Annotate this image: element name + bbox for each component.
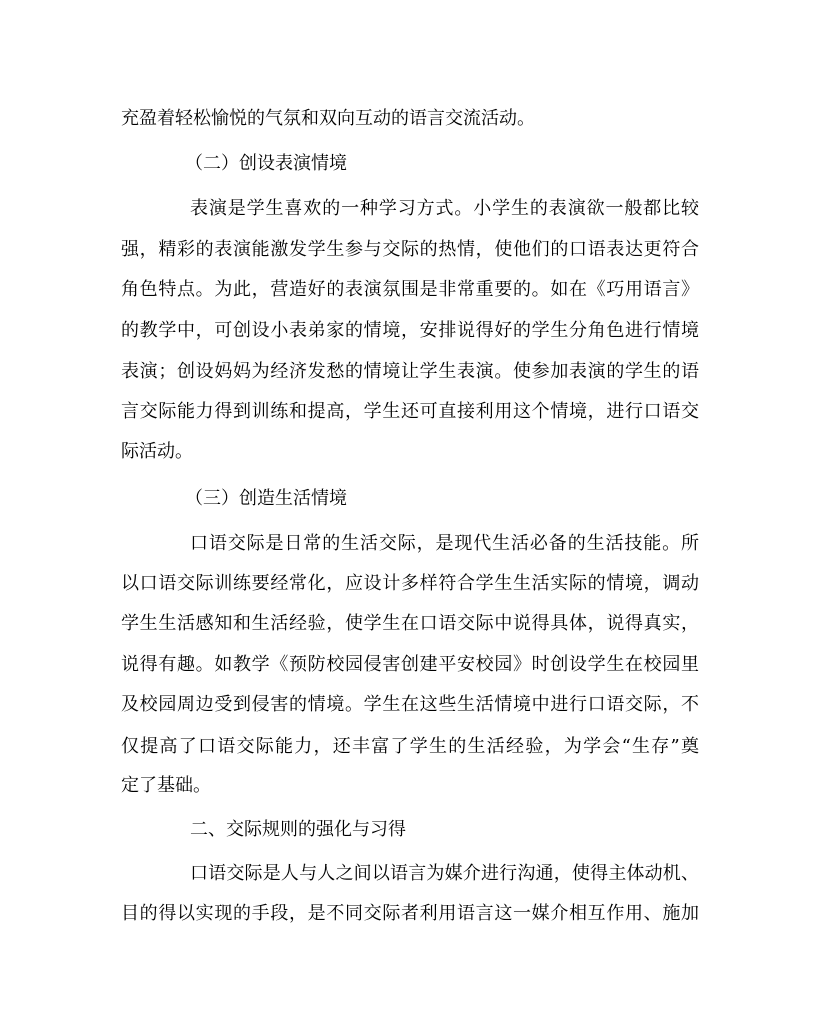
text-line: 表演；创设妈妈为经济发愁的情境让学生表演。使参加表演的学生的语: [121, 361, 699, 382]
text-line: 际活动。: [121, 441, 193, 462]
text-line: 学生生活感知和生活经验，使学生在口语交际中说得具体，说得真实，: [121, 613, 699, 634]
text-line: 角色特点。为此，营造好的表演氛围是非常重要的。如在《巧用语言》: [121, 279, 699, 300]
text-line: 口语交际是日常的生活交际，是现代生活必备的生活技能。所: [190, 533, 699, 554]
text-line: 口语交际是人与人之间以语言为媒介进行沟通，使得主体动机、: [190, 863, 699, 884]
section-heading: 二、交际规则的强化与习得: [190, 819, 406, 840]
text-line: 以口语交际训练要经常化，应设计多样符合学生生活实际的情境，调动: [121, 573, 699, 594]
text-line: 言交际能力得到训练和提高，学生还可直接利用这个情境，进行口语交: [121, 401, 699, 422]
text-line: 说得有趣。如教学《预防校园侵害创建平安校园》时创设学生在校园里: [121, 654, 699, 675]
text-line: 充盈着轻松愉悦的气氛和双向互动的语言交流活动。: [121, 108, 535, 129]
text-line: 表演是学生喜欢的一种学习方式。小学生的表演欲一般都比较: [190, 198, 699, 219]
text-line: 定了基础。: [121, 775, 211, 796]
text-line: 及校园周边受到侵害的情境。学生在这些生活情境中进行口语交际，不: [121, 694, 699, 715]
text-line: 仅提高了口语交际能力，还丰富了学生的生活经验，为学会“生存”奠: [121, 736, 699, 757]
section-heading: （二）创设表演情境: [185, 153, 347, 174]
text-line: 目的得以实现的手段，是不同交际者利用语言这一媒介相互作用、施加: [121, 903, 699, 924]
text-line: 强，精彩的表演能激发学生参与交际的热情，使他们的口语表达更符合: [121, 239, 699, 260]
text-line: 的教学中，可创设小表弟家的情境，安排说得好的学生分角色进行情境: [121, 320, 699, 341]
section-heading: （三）创造生活情境: [185, 488, 347, 509]
